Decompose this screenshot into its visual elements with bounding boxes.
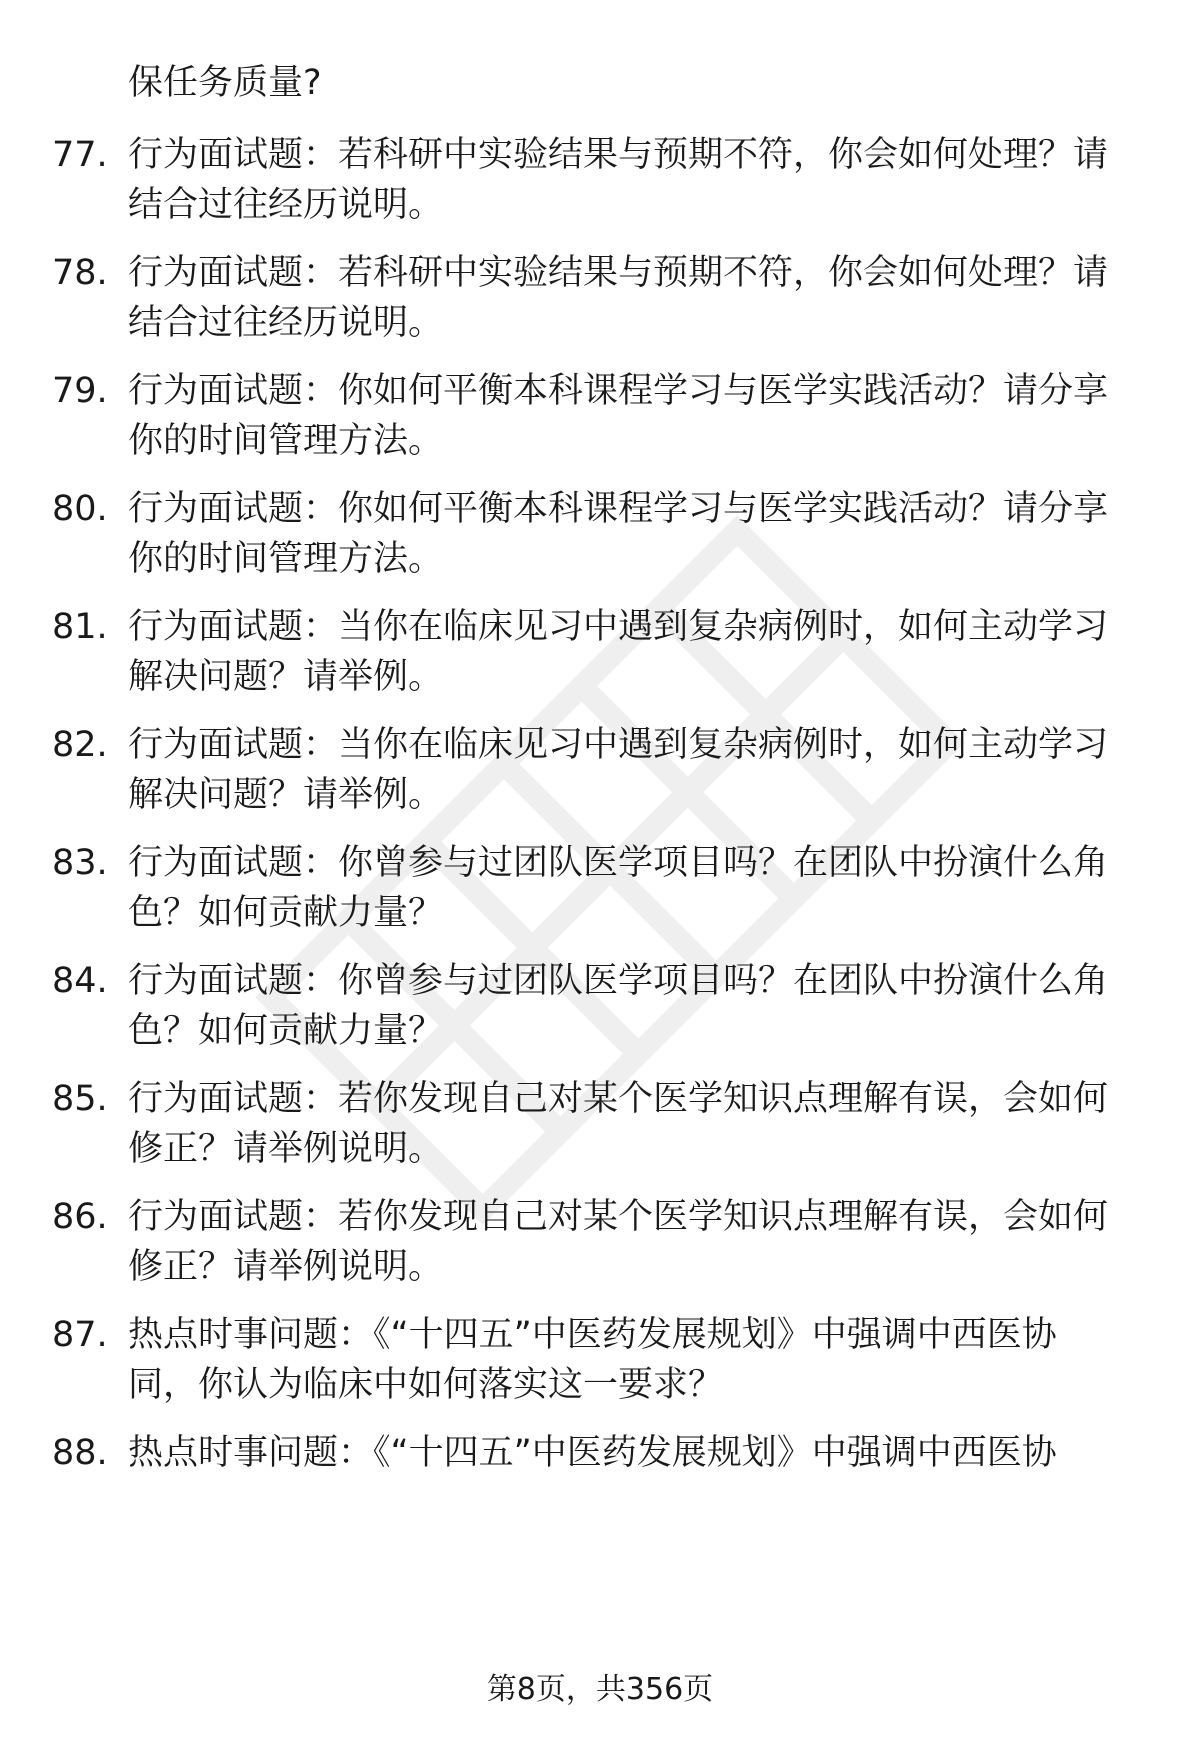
question-line: 解决问题？请举例。 [128, 657, 444, 697]
question-text [128, 1074, 1148, 1174]
question-text [128, 1428, 1148, 1478]
question-line: 色？如何贡献力量？ [128, 893, 444, 933]
question-number: 77. [52, 135, 108, 175]
question-number: 87. [52, 1315, 108, 1355]
question-line: 行为面试题：当你在临床见习中遇到复杂病例时，如何主动学习 [128, 607, 1109, 647]
question-number: 82. [52, 725, 108, 765]
question-number: 83. [52, 843, 108, 883]
question-line: 行为面试题：当你在临床见习中遇到复杂病例时，如何主动学习 [128, 725, 1109, 765]
question-line: 行为面试题：若你发现自己对某个医学知识点理解有误，会如何 [128, 1197, 1109, 1237]
page-footer: 第8页，共356页 [486, 1672, 714, 1707]
question-text [128, 956, 1148, 1056]
question-line: 行为面试题：你如何平衡本科课程学习与医学实践活动？请分享 [128, 489, 1109, 529]
question-text [128, 602, 1148, 702]
question-line: 行为面试题：若科研中实验结果与预期不符，你会如何处理？请 [128, 135, 1109, 175]
question-number: 88. [52, 1433, 108, 1473]
question-line: 行为面试题：若你发现自己对某个医学知识点理解有误，会如何 [128, 1079, 1109, 1119]
question-number: 80. [52, 489, 108, 529]
question-line: 行为面试题：你如何平衡本科课程学习与医学实践活动？请分享 [128, 371, 1109, 411]
question-line: 解决问题？请举例。 [128, 775, 444, 815]
question-text [128, 720, 1148, 820]
question-text [128, 130, 1148, 230]
question-line: 修正？请举例说明。 [128, 1129, 444, 1169]
question-line: 热点时事问题：《“十四五”中医药发展规划》中强调中西医协 [128, 1315, 1057, 1355]
question-number: 85. [52, 1079, 108, 1119]
question-line: 修正？请举例说明。 [128, 1247, 444, 1287]
question-line: 你的时间管理方法。 [128, 539, 444, 579]
continuation-text: 保任务质量? [128, 63, 322, 103]
question-text [128, 1310, 1148, 1410]
question-line: 色？如何贡献力量？ [128, 1011, 444, 1051]
question-number: 78. [52, 253, 108, 293]
question-number: 86. [52, 1197, 108, 1237]
question-number: 79. [52, 371, 108, 411]
question-text [128, 838, 1148, 938]
question-line: 结合过往经历说明。 [128, 185, 444, 225]
question-line: 结合过往经历说明。 [128, 303, 444, 343]
question-text [128, 366, 1148, 466]
question-number: 81. [52, 607, 108, 647]
question-number: 84. [52, 961, 108, 1001]
question-line: 同，你认为临床中如何落实这一要求？ [128, 1365, 724, 1405]
question-text [128, 484, 1148, 584]
question-line: 行为面试题：你曾参与过团队医学项目吗？在团队中扮演什么角 [128, 843, 1109, 883]
question-line: 行为面试题：若科研中实验结果与预期不符，你会如何处理？请 [128, 253, 1109, 293]
question-text [128, 1192, 1148, 1292]
question-line: 你的时间管理方法。 [128, 421, 444, 461]
question-line: 行为面试题：你曾参与过团队医学项目吗？在团队中扮演什么角 [128, 961, 1109, 1001]
question-text [128, 248, 1148, 348]
question-line: 热点时事问题：《“十四五”中医药发展规划》中强调中西医协 [128, 1433, 1057, 1473]
